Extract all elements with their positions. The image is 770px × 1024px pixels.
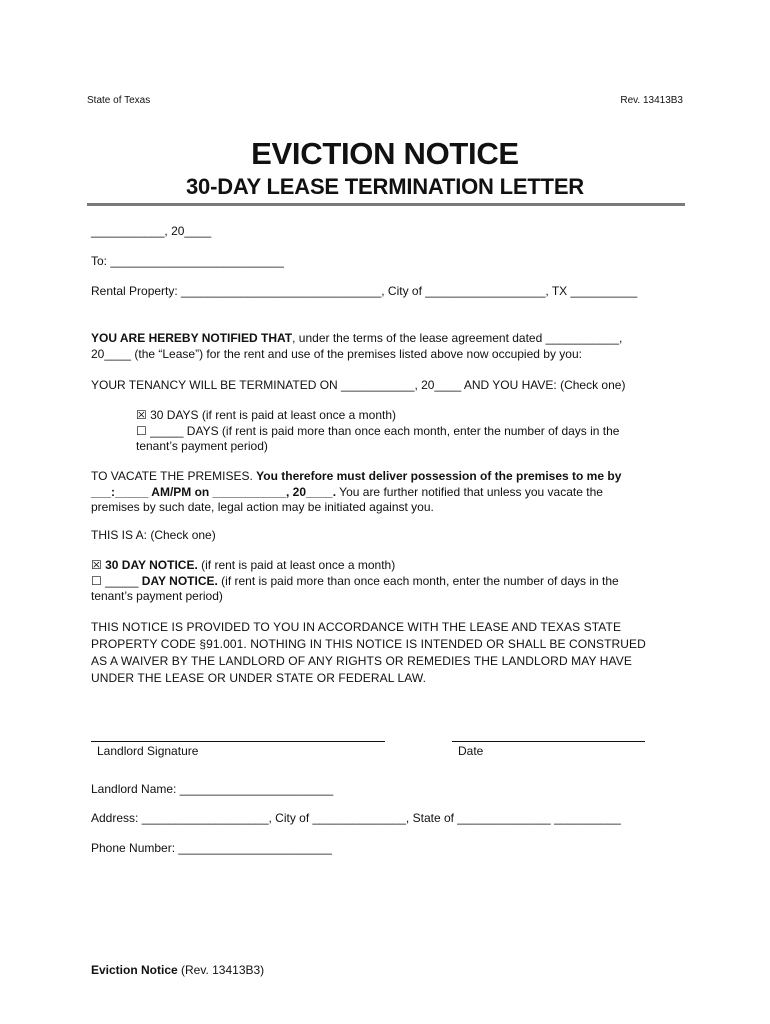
landlord-signature-label: Landlord Signature — [97, 744, 199, 758]
tenancy-line: YOUR TENANCY WILL BE TERMINATED ON ___________, 20____ AND YOU HAVE: (Check one) — [91, 378, 626, 392]
legal-line2: PROPERTY CODE §91.001. NOTHING IN THIS NOTICE IS INTENDED OR SHALL BE CONSTRUED — [91, 637, 646, 651]
notified-bold: YOU ARE HEREBY NOTIFIED THAT — [91, 331, 293, 345]
legal-paragraph — [91, 619, 646, 687]
notified-line2: 20____ (the “Lease”) for the rent and use of the premises listed above now occupied by you: — [91, 346, 582, 361]
notice-options — [91, 558, 619, 605]
notified-line1: , under the terms of the lease agreement dated ___________, — [292, 331, 623, 345]
legal-line4: UNDER THE LEASE OR UNDER STATE OR FEDERAL LAW. — [91, 671, 427, 685]
landlord-name-field: Landlord Name: _______________________ — [91, 782, 334, 796]
days-option-custom: ☐ _____ DAYS (if rent is paid more than once each month, enter the number of days in the — [136, 423, 620, 438]
rental-property-field: Rental Property: ______________________________, City of __________________, TX __________ — [91, 284, 638, 298]
vacate-bold2: ___:_____ AM/PM on ___________, 20____. — [91, 484, 337, 499]
title-divider — [87, 203, 685, 206]
footer-title: Eviction Notice — [91, 963, 178, 977]
revision-label: Rev. 13413B3 — [620, 95, 683, 106]
notice-option-custom-box: ☐ _____ — [91, 573, 142, 588]
days-options — [136, 408, 619, 455]
footer-rev: (Rev. 13413B3) — [177, 963, 265, 977]
notice-option-30-box: ☒ — [91, 558, 106, 572]
notice-option-custom-cont: tenant’s payment period) — [91, 589, 223, 603]
state-label: State of Texas — [87, 95, 151, 106]
days-option-30: ☒ 30 DAYS (if rent is paid at least once a month) — [136, 408, 396, 422]
notice-option-custom-rest: (if rent is paid more than once each month, enter the number of days in the — [217, 573, 619, 588]
to-field: To: __________________________ — [91, 254, 284, 268]
page-title: EVICTION NOTICE — [251, 136, 519, 171]
vacate-plain2: You are further notified that unless you vacate the — [336, 484, 603, 499]
date-signature-line — [452, 741, 645, 742]
vacate-paragraph — [91, 469, 621, 516]
legal-line3: AS A WAIVER BY THE LANDLORD OF ANY RIGHTS OR REMEDIES THE LANDLORD MAY HAVE — [91, 654, 632, 668]
notified-paragraph — [91, 331, 622, 362]
date-field: ___________, 20____ — [91, 224, 212, 238]
notice-option-custom-label: DAY NOTICE. — [141, 573, 218, 588]
days-option-custom-cont: tenant’s payment period) — [136, 439, 268, 453]
legal-line1: THIS NOTICE IS PROVIDED TO YOU IN ACCORDANCE WITH THE LEASE AND TEXAS STATE — [91, 620, 622, 634]
date-signature-label: Date — [458, 744, 484, 758]
notice-option-30-label: 30 DAY NOTICE. — [105, 558, 198, 572]
vacate-line3: premises by such date, legal action may be initiated against you. — [91, 500, 434, 514]
vacate-plain: TO VACATE THE PREMISES. — [91, 469, 257, 483]
this-is-line: THIS IS A: (Check one) — [91, 528, 216, 542]
landlord-signature-line — [91, 741, 385, 742]
address-field: Address: ___________________, City of ______________, State of ______________ __________ — [91, 811, 621, 825]
phone-field: Phone Number: _______________________ — [91, 841, 332, 855]
page-subtitle: 30-DAY LEASE TERMINATION LETTER — [186, 174, 584, 199]
notice-option-30-rest: (if rent is paid at least once a month) — [197, 558, 396, 572]
footer — [91, 963, 264, 977]
vacate-bold1: You therefore must deliver possession of the premises to me by — [256, 469, 622, 483]
